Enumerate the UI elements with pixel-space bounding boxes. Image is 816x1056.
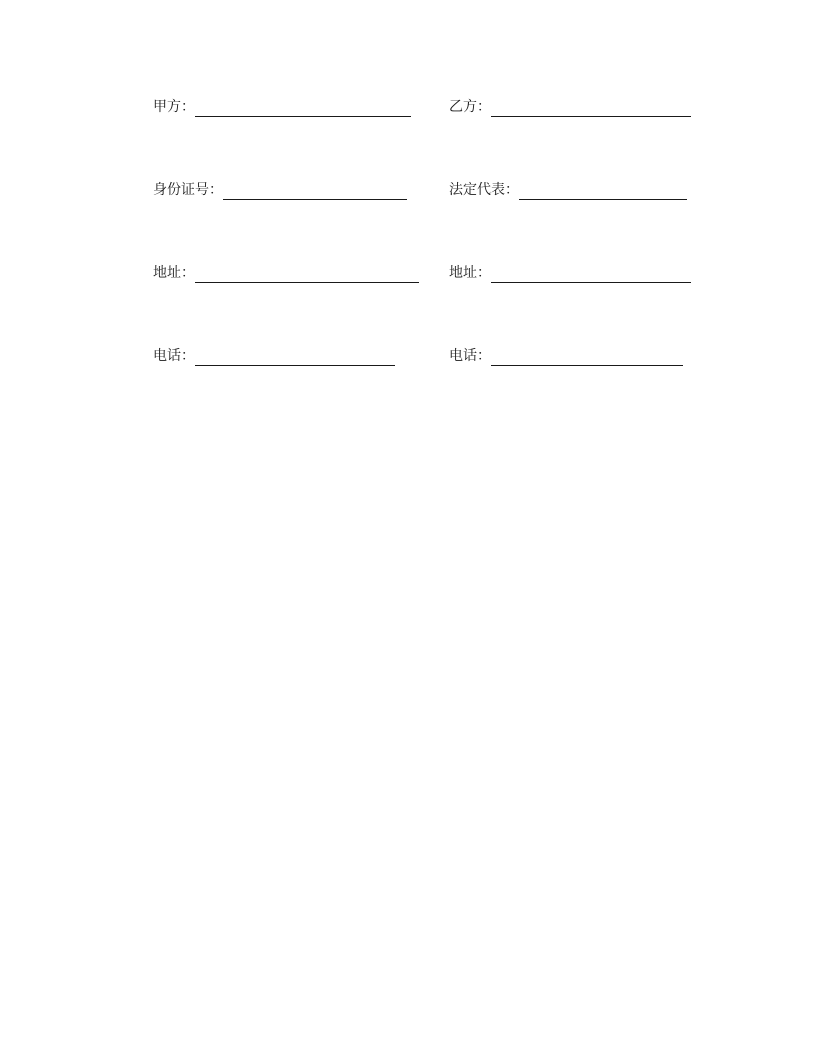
phone-b-label: 电话： [449,348,491,364]
legal-rep-blank[interactable] [519,185,687,200]
id-number-blank[interactable] [223,185,407,200]
phone-b-blank[interactable] [491,351,683,366]
party-b-field [449,94,691,116]
phone-b-field [449,343,683,365]
address-b-blank[interactable] [491,268,691,283]
party-a-blank[interactable] [195,102,411,117]
phone-a-field [153,343,395,365]
party-a-field [153,94,411,116]
id-number-field [153,177,407,199]
party-b-label: 乙方： [449,99,491,115]
address-a-label: 地址： [153,265,195,281]
phone-a-label: 电话： [153,348,195,364]
legal-rep-field [449,177,687,199]
address-a-field [153,260,419,282]
address-b-field [449,260,691,282]
party-b-blank[interactable] [491,102,691,117]
legal-rep-label: 法定代表： [449,182,519,198]
address-b-label: 地址： [449,265,491,281]
party-a-label: 甲方： [153,99,195,115]
phone-a-blank[interactable] [195,351,395,366]
address-a-blank[interactable] [195,268,419,283]
id-number-label: 身份证号： [153,182,223,198]
